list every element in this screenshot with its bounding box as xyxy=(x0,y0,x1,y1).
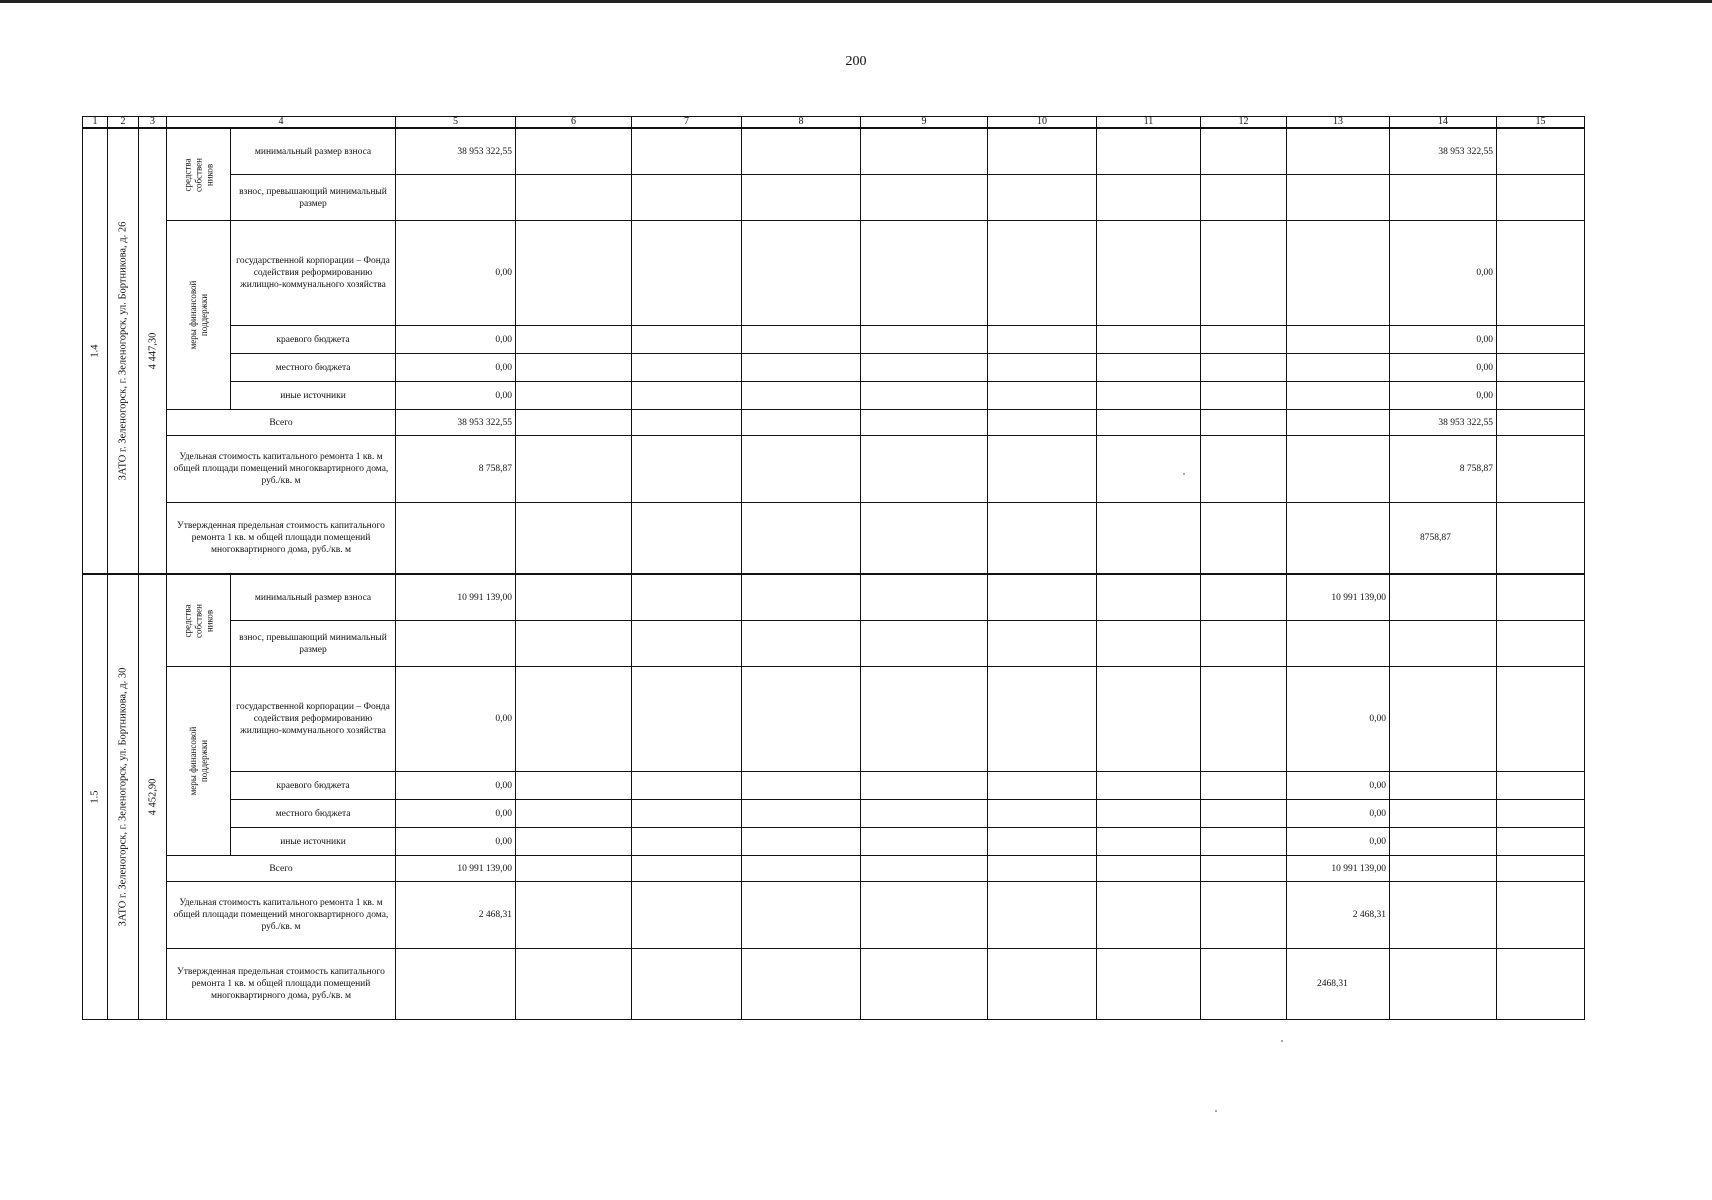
cell-col-13 xyxy=(1287,354,1390,382)
table-row xyxy=(83,354,1585,382)
top-border-rule xyxy=(0,0,1712,3)
cell-col-13 xyxy=(1287,410,1390,436)
row-number-cell xyxy=(83,574,108,1020)
table-row xyxy=(83,772,1585,800)
cell-col-5 xyxy=(396,621,516,667)
row-label: минимальный размер взноса xyxy=(231,574,396,621)
cell-col-14 xyxy=(1390,667,1497,772)
header-col-8: 8 xyxy=(742,117,861,129)
cell-col-14: 0,00 xyxy=(1390,221,1497,326)
cell-col-13: 10 991 139,00 xyxy=(1287,574,1390,621)
row-number: 1.5 xyxy=(89,790,101,804)
header-col-1: 1 xyxy=(83,117,108,129)
table-row xyxy=(83,828,1585,856)
row-number: 1.4 xyxy=(89,344,101,358)
total-label: Всего xyxy=(167,856,396,882)
header-col-2: 2 xyxy=(108,117,139,129)
total-label: Всего xyxy=(167,410,396,436)
financial-support-group xyxy=(167,667,231,856)
cell-col-14: 38 953 322,55 xyxy=(1390,128,1497,175)
cell-col-13 xyxy=(1287,436,1390,503)
cell-col-5: 0,00 xyxy=(396,221,516,326)
cell-col-13: 0,00 xyxy=(1287,828,1390,856)
data-grid xyxy=(82,116,1585,1020)
cell-col-14: 8758,87 xyxy=(1390,503,1497,575)
cell-col-5 xyxy=(396,949,516,1020)
table-row xyxy=(83,128,1585,175)
header-col-11: 11 xyxy=(1097,117,1201,129)
cell-col-5: 0,00 xyxy=(396,772,516,800)
cell-col-13: 0,00 xyxy=(1287,772,1390,800)
scan-speck xyxy=(1183,473,1185,475)
header-col-15: 15 xyxy=(1497,117,1585,129)
cell-col-14 xyxy=(1390,856,1497,882)
cell-col-14 xyxy=(1390,574,1497,621)
cell-col-5 xyxy=(396,503,516,575)
table-row xyxy=(83,326,1585,354)
cell-col-14 xyxy=(1390,175,1497,221)
cell-col-5: 0,00 xyxy=(396,667,516,772)
row-label: взнос, превышающий минимальный размер xyxy=(231,175,396,221)
cell-col-14 xyxy=(1390,828,1497,856)
table-row xyxy=(83,882,1585,949)
cell-col-5 xyxy=(396,175,516,221)
cell-col-13: 0,00 xyxy=(1287,667,1390,772)
financial-support-label: меры финансовой поддержки xyxy=(187,280,209,350)
cell-col-5: 0,00 xyxy=(396,800,516,828)
cell-col-5: 2 468,31 xyxy=(396,882,516,949)
owners-funds-label: средства собствен ников xyxy=(182,157,214,192)
unit-cost-label: Удельная стоимость капитального ремонта 1 кв. м общей площади помещений многоквартирного дома, руб./кв. м xyxy=(167,882,396,949)
cell-col-5: 38 953 322,55 xyxy=(396,410,516,436)
table-row xyxy=(83,410,1585,436)
cell-col-14 xyxy=(1390,621,1497,667)
header-col-7: 7 xyxy=(632,117,742,129)
financial-support-group xyxy=(167,221,231,410)
cell-col-5: 10 991 139,00 xyxy=(396,574,516,621)
table-row xyxy=(83,667,1585,772)
scan-speck xyxy=(1281,1040,1283,1042)
address: ЗАТО г. Зеленогорск, г. Зеленогорск, ул. Бортникова, д. 26 xyxy=(117,221,129,481)
cell-col-13 xyxy=(1287,621,1390,667)
row-label: иные источники xyxy=(231,828,396,856)
header-col-4: 4 xyxy=(167,117,396,129)
table-row xyxy=(83,503,1585,575)
row-label: краевого бюджета xyxy=(231,772,396,800)
owners-funds-group xyxy=(167,128,231,221)
cell-col-13: 2 468,31 xyxy=(1287,882,1390,949)
cell-col-13: 2468,31 xyxy=(1287,949,1390,1020)
cell-col-13 xyxy=(1287,128,1390,175)
cell-col-13 xyxy=(1287,221,1390,326)
cell-col-13: 10 991 139,00 xyxy=(1287,856,1390,882)
cell-col-5: 0,00 xyxy=(396,354,516,382)
owners-funds-label: средства собствен ников xyxy=(182,603,214,638)
row-label: государственной корпорации – Фонда содействия реформированию жилищно-коммунального хозяйства xyxy=(231,221,396,326)
table-row xyxy=(83,221,1585,326)
cell-col-5: 0,00 xyxy=(396,828,516,856)
approved-cost-label: Утвержденная предельная стоимость капитального ремонта 1 кв. м общей площади помещений многоквартирного дома, руб./кв. м xyxy=(167,503,396,575)
repair-cost-table xyxy=(82,116,1584,1058)
cell-col-14: 38 953 322,55 xyxy=(1390,410,1497,436)
area-cell xyxy=(139,574,167,1020)
header-col-6: 6 xyxy=(516,117,632,129)
row-label: местного бюджета xyxy=(231,354,396,382)
cell-col-5: 10 991 139,00 xyxy=(396,856,516,882)
row-number-cell xyxy=(83,128,108,574)
row-label: взнос, превышающий минимальный размер xyxy=(231,621,396,667)
cell-col-14 xyxy=(1390,882,1497,949)
unit-cost-label: Удельная стоимость капитального ремонта 1 кв. м общей площади помещений многоквартирного дома, руб./кв. м xyxy=(167,436,396,503)
cell-col-14: 8 758,87 xyxy=(1390,436,1497,503)
table-row xyxy=(83,382,1585,410)
address-cell xyxy=(108,128,139,574)
row-label: иные источники xyxy=(231,382,396,410)
table-row xyxy=(83,856,1585,882)
cell-col-14: 0,00 xyxy=(1390,326,1497,354)
cell-col-5: 0,00 xyxy=(396,382,516,410)
cell-col-5: 0,00 xyxy=(396,326,516,354)
table-row xyxy=(83,800,1585,828)
total-area: 4 452,90 xyxy=(147,778,158,816)
cell-col-14 xyxy=(1390,800,1497,828)
cell-col-13 xyxy=(1287,175,1390,221)
header-col-5: 5 xyxy=(396,117,516,129)
page-number: 200 xyxy=(845,54,867,69)
cell-col-13 xyxy=(1287,503,1390,575)
row-label: государственной корпорации – Фонда содействия реформированию жилищно-коммунального хозяйства xyxy=(231,667,396,772)
area-cell xyxy=(139,128,167,574)
header-col-14: 14 xyxy=(1390,117,1497,129)
scan-speck xyxy=(1215,1110,1217,1112)
table-row xyxy=(83,574,1585,621)
address-cell xyxy=(108,574,139,1020)
table-row xyxy=(83,436,1585,503)
header-col-9: 9 xyxy=(861,117,988,129)
cell-col-14 xyxy=(1390,949,1497,1020)
row-label: краевого бюджета xyxy=(231,326,396,354)
row-label: местного бюджета xyxy=(231,800,396,828)
cell-col-14: 0,00 xyxy=(1390,382,1497,410)
table-row xyxy=(83,949,1585,1020)
header-col-12: 12 xyxy=(1201,117,1287,129)
cell-col-13: 0,00 xyxy=(1287,800,1390,828)
cell-col-5: 38 953 322,55 xyxy=(396,128,516,175)
approved-cost-label: Утвержденная предельная стоимость капитального ремонта 1 кв. м общей площади помещений многоквартирного дома, руб./кв. м xyxy=(167,949,396,1020)
cell-col-13 xyxy=(1287,326,1390,354)
header-col-13: 13 xyxy=(1287,117,1390,129)
row-label: минимальный размер взноса xyxy=(231,128,396,175)
address: ЗАТО г. Зеленогорск, г. Зеленогорск, ул. Бортникова, д. 30 xyxy=(117,667,129,927)
financial-support-label: меры финансовой поддержки xyxy=(187,726,209,796)
header-col-10: 10 xyxy=(988,117,1097,129)
table-row xyxy=(83,175,1585,221)
table-row xyxy=(83,621,1585,667)
cell-col-5: 8 758,87 xyxy=(396,436,516,503)
cell-col-14 xyxy=(1390,772,1497,800)
owners-funds-group xyxy=(167,574,231,667)
total-area: 4 447,30 xyxy=(147,332,158,370)
column-number-header xyxy=(83,117,1585,129)
cell-col-13 xyxy=(1287,382,1390,410)
header-col-3: 3 xyxy=(139,117,167,129)
cell-col-14: 0,00 xyxy=(1390,354,1497,382)
